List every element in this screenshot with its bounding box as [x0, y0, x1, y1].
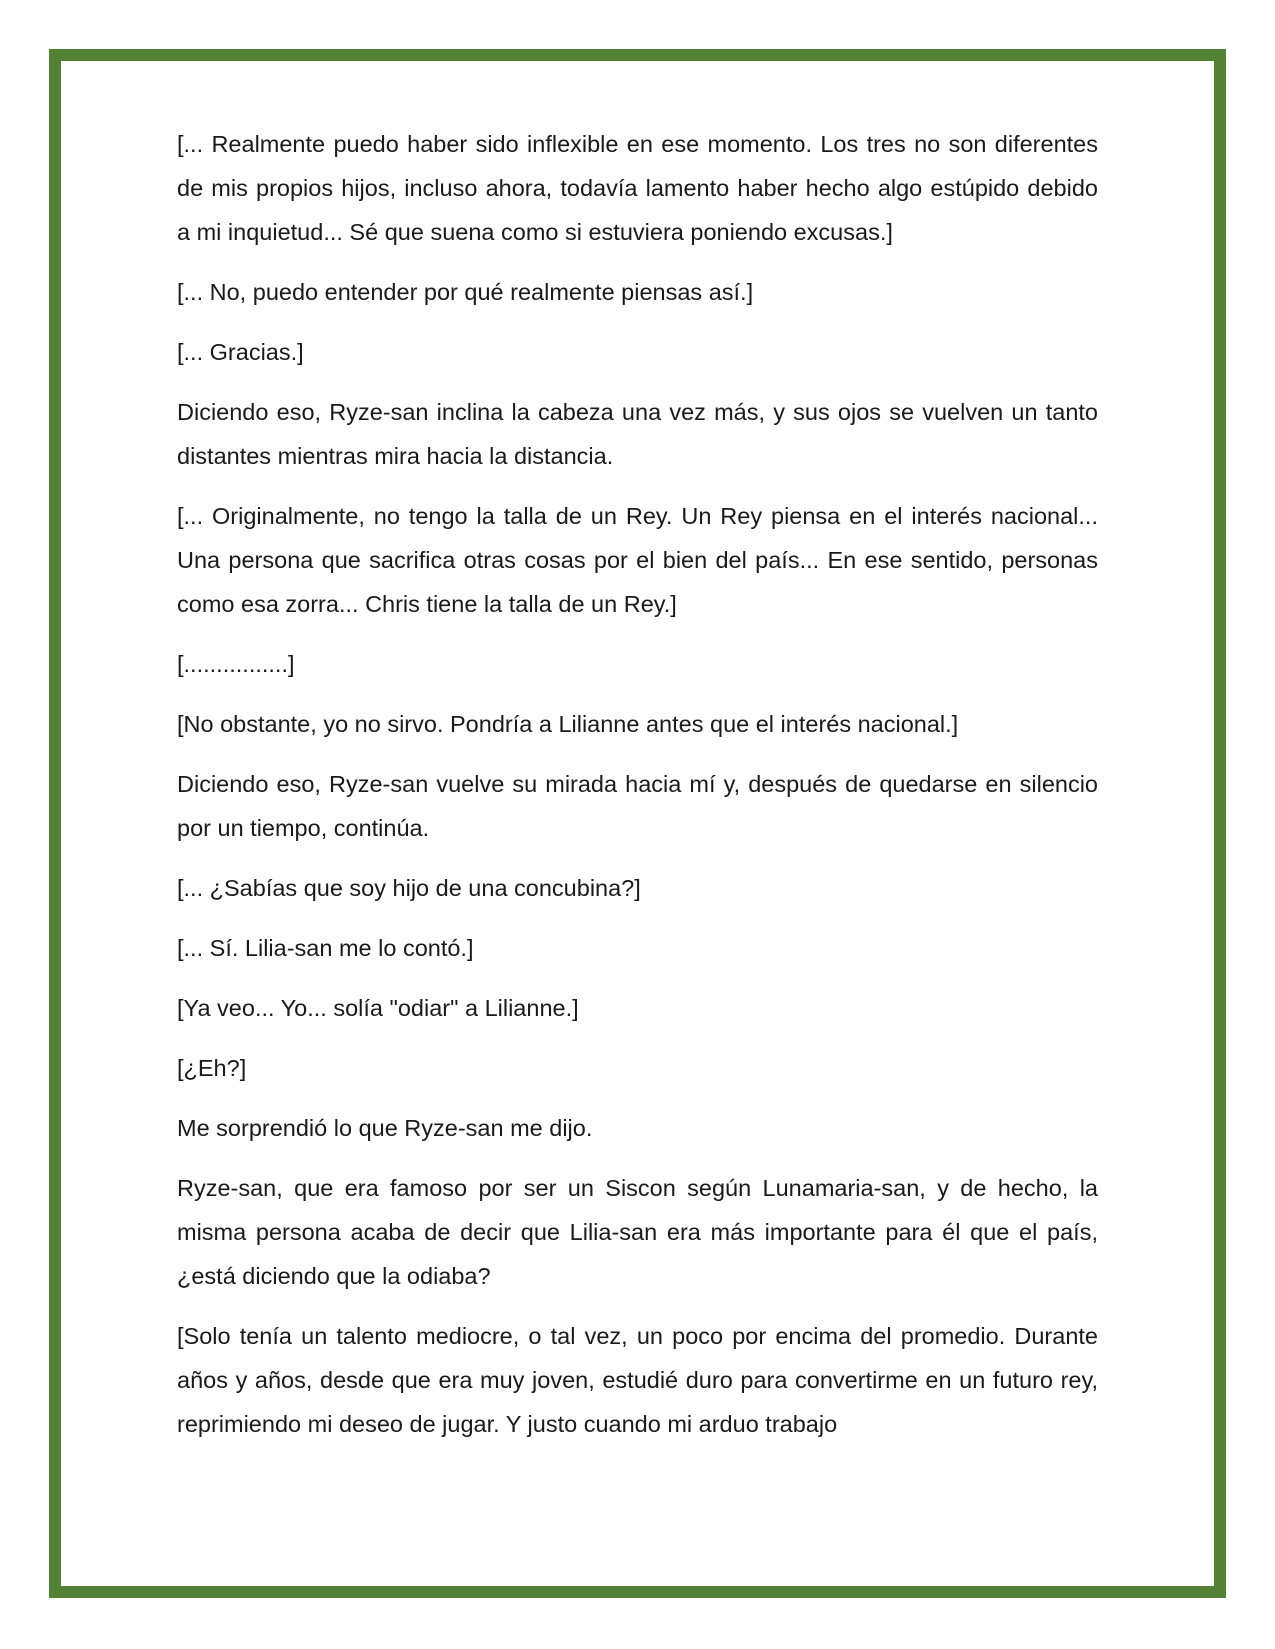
paragraph: [... Originalmente, no tengo la talla de un Rey. Un Rey piensa en el interés nacional... Una persona que sacrifica otras cosas por el bien del país... En ese sentido, personas como esa zorra... Chris tiene la talla de un Rey.]: [177, 503, 1098, 617]
paragraph: Diciendo eso, Ryze-san vuelve su mirada hacia mí y, después de quedarse en silencio por un tiempo, continúa.: [177, 771, 1098, 841]
paragraph: Me sorprendió lo que Ryze-san me dijo.: [177, 1115, 593, 1141]
paragraph: [... Realmente puedo haber sido inflexible en ese momento. Los tres no son diferentes de mis propios hijos, incluso ahora, todavía lamento haber hecho algo estúpido debido a mi inquietud... Sé que suena como si estuviera poniendo excusas.]: [177, 131, 1098, 245]
paragraph: [Ya veo... Yo... solía "odiar" a Lilianne.]: [177, 995, 579, 1021]
paragraph: [... ¿Sabías que soy hijo de una concubina?]: [177, 875, 641, 901]
paragraph: [No obstante, yo no sirvo. Pondría a Lilianne antes que el interés nacional.]: [177, 711, 959, 737]
paragraph: [................]: [177, 651, 295, 677]
paragraph: [... No, puedo entender por qué realmente piensas así.]: [177, 279, 754, 305]
document-body: [177, 122, 1098, 1462]
paragraph: [Solo tenía un talento mediocre, o tal vez, un poco por encima del promedio. Durante años y años, desde que era muy joven, estudié duro para convertirme en un futuro rey, reprimiendo mi deseo de jugar. Y justo cuando mi arduo trabajo: [177, 1323, 1098, 1437]
paragraph: [... Gracias.]: [177, 339, 304, 365]
paragraph: [¿Eh?]: [177, 1055, 247, 1081]
paragraph: [... Sí. Lilia-san me lo contó.]: [177, 935, 474, 961]
paragraph: Ryze-san, que era famoso por ser un Siscon según Lunamaria-san, y de hecho, la misma persona acaba de decir que Lilia-san era más importante para él que el país, ¿está diciendo que la odiaba?: [177, 1175, 1098, 1289]
paragraph: Diciendo eso, Ryze-san inclina la cabeza una vez más, y sus ojos se vuelven un tanto distantes mientras mira hacia la distancia.: [177, 399, 1098, 469]
